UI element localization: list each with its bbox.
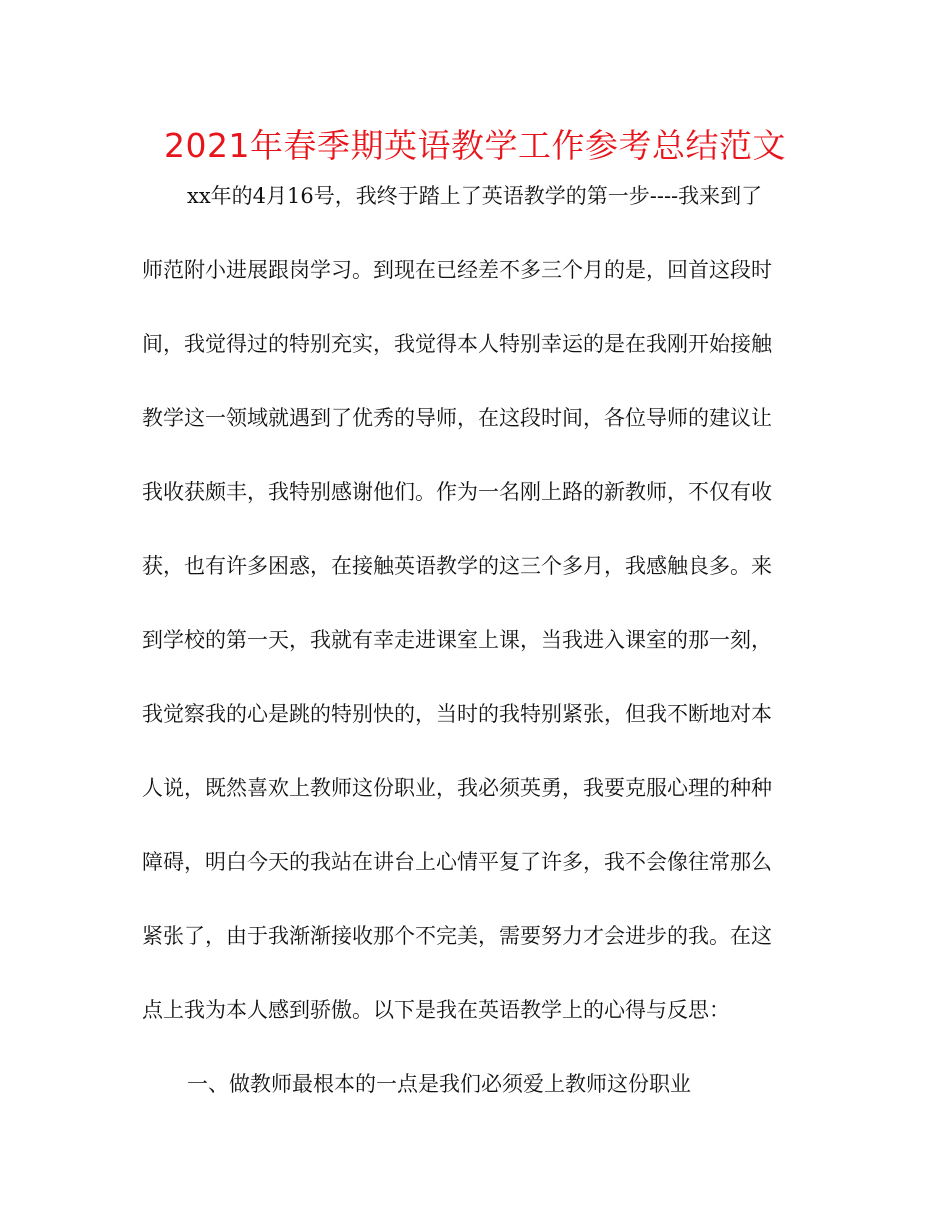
document-title: 2021年春季期英语教学工作参考总结范文 bbox=[164, 126, 786, 165]
paragraph-line: xx年的4月16号，我终于踏上了英语教学的第一步----我来到了 bbox=[187, 184, 763, 208]
paragraph-line: 点上我为本人感到骄傲。以下是我在英语教学上的心得与反思： bbox=[142, 998, 730, 1022]
section-heading: 一、做教师最根本的一点是我们必须爱上教师这份职业 bbox=[187, 1072, 691, 1096]
paragraph-line: 获，也有许多困惑，在接触英语教学的这三个多月，我感触良多。来 bbox=[142, 554, 772, 578]
paragraph-line: 间，我觉得过的特别充实，我觉得本人特别幸运的是在我刚开始接触 bbox=[142, 332, 772, 356]
paragraph-line: 人说，既然喜欢上教师这份职业，我必须英勇，我要克服心理的种种 bbox=[142, 776, 772, 800]
paragraph-line: 我觉察我的心是跳的特别快的，当时的我特别紧张，但我不断地对本 bbox=[142, 702, 772, 726]
paragraph-line: 教学这一领域就遇到了优秀的导师，在这段时间，各位导师的建议让 bbox=[142, 406, 772, 430]
paragraph-line: 我收获颇丰，我特别感谢他们。作为一名刚上路的新教师，不仅有收 bbox=[142, 480, 772, 504]
paragraph-line: 到学校的第一天，我就有幸走进课室上课，当我进入课室的那一刻， bbox=[142, 628, 772, 652]
paragraph-line: 紧张了，由于我渐渐接收那个不完美，需要努力才会进步的我。在这 bbox=[142, 924, 772, 948]
paragraph-line: 障碍，明白今天的我站在讲台上心情平复了许多，我不会像往常那么 bbox=[142, 850, 772, 874]
paragraph-line: 师范附小进展跟岗学习。到现在已经差不多三个月的是，回首这段时 bbox=[142, 258, 772, 282]
